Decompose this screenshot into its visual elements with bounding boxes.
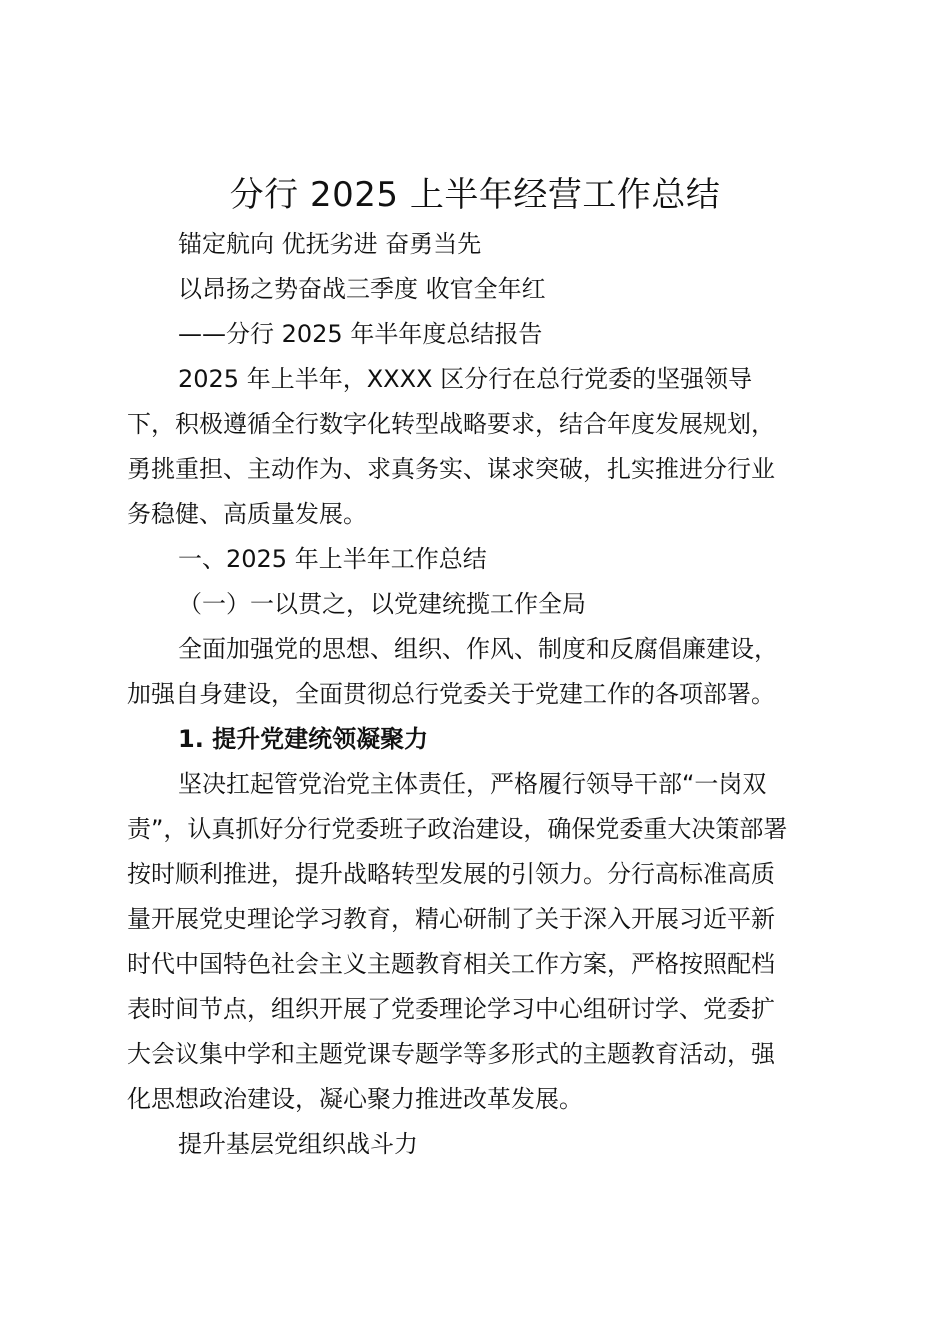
paragraph-line: 务稳健、高质量发展。 (127, 500, 367, 528)
paragraph-line: 2025 年上半年，XXXX 区分行在总行党委的坚强领导 (178, 365, 753, 393)
paragraph-line: 全面加强党的思想、组织、作风、制度和反腐倡廉建设， (178, 635, 778, 663)
paragraph-line: 按时顺利推进，提升战略转型发展的引领力。分行高标准高质 (127, 860, 775, 888)
subtitle-line: 以昂扬之势奋战三季度 收官全年红 (178, 275, 546, 303)
paragraph-line: 勇挑重担、主动作为、求真务实、谋求突破，扎实推进分行业 (127, 455, 775, 483)
paragraph-line: 时代中国特色社会主义主题教育相关工作方案，严格按照配档 (127, 950, 775, 978)
document-body (127, 222, 827, 1167)
paragraph-line: 量开展党史理论学习教育，精心研制了关于深入开展习近平新 (127, 905, 775, 933)
subsection-heading: （一）一以贯之，以党建统揽工作全局 (178, 590, 586, 618)
paragraph-line: 责”，认真抓好分行党委班子政治建设，确保党委重大决策部署 (127, 815, 788, 843)
paragraph-line: 坚决扛起管党治党主体责任，严格履行领导干部“一岗双 (178, 770, 767, 798)
paragraph-line: 下，积极遵循全行数字化转型战略要求，结合年度发展规划， (127, 410, 775, 438)
paragraph-line: 表时间节点，组织开展了党委理论学习中心组研讨学、党委扩 (127, 995, 775, 1023)
paragraph-line: 化思想政治建设，凝心聚力推进改革发展。 (127, 1085, 583, 1113)
subtitle-line: 锚定航向 优抚劣进 奋勇当先 (178, 230, 482, 258)
section-heading: 一、2025 年上半年工作总结 (178, 545, 487, 573)
paragraph-line: 大会议集中学和主题党课专题学等多形式的主题教育活动，强 (127, 1040, 775, 1068)
report-subtitle: ——分行 2025 年半年度总结报告 (178, 320, 543, 348)
item-heading: 提升基层党组织战斗力 (178, 1130, 418, 1158)
paragraph-line: 加强自身建设，全面贯彻总行党委关于党建工作的各项部署。 (127, 680, 775, 708)
bold-item-heading: 1. 提升党建统领凝聚力 (178, 725, 429, 753)
document-title: 分行 2025 上半年经营工作总结 (229, 175, 721, 215)
